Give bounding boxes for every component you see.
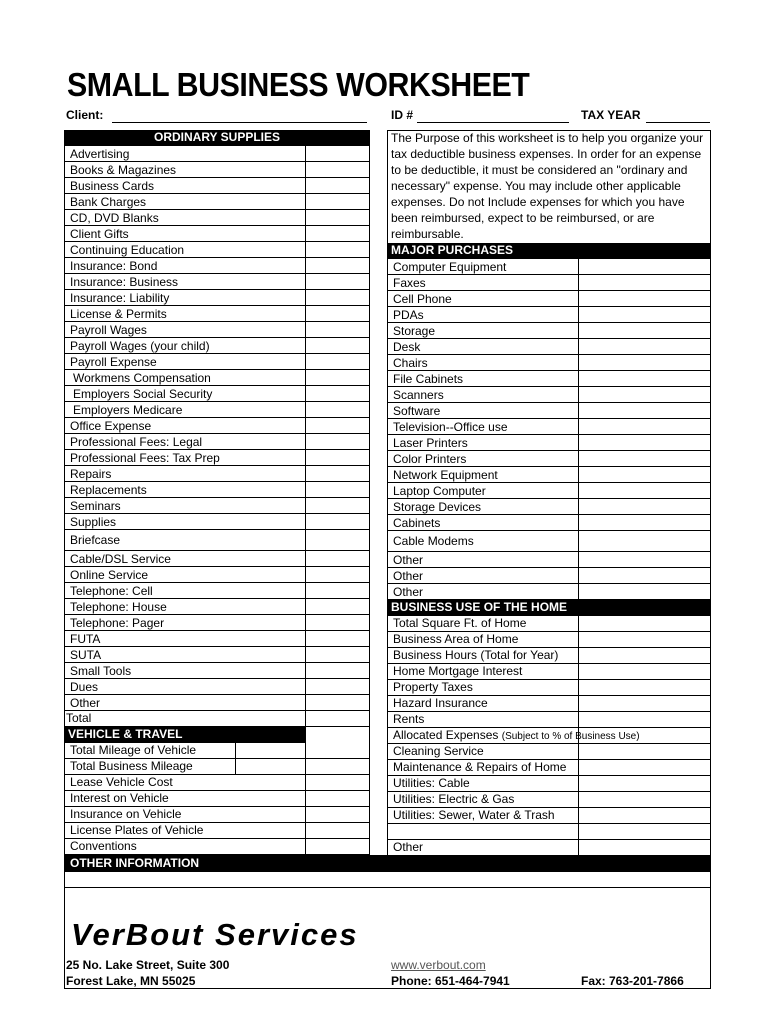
- business-home-row[interactable]: [388, 776, 710, 792]
- business-home-row[interactable]: [388, 760, 710, 776]
- item-label: Maintenance & Repairs of Home: [393, 760, 567, 774]
- fax-number: Fax: 763-201-7866: [581, 974, 684, 988]
- item-label: Employers Medicare: [73, 403, 183, 417]
- vehicle-travel-row[interactable]: [65, 759, 369, 775]
- item-label: Property Taxes: [393, 680, 473, 694]
- mileage-divider: [235, 743, 236, 758]
- item-label: Storage: [393, 324, 436, 338]
- item-label: Total Mileage of Vehicle: [70, 743, 197, 757]
- ordinary-supply-row[interactable]: [65, 402, 369, 418]
- ordinary-supply-row[interactable]: [65, 583, 369, 599]
- item-label: FUTA: [70, 632, 101, 646]
- item-label: Network Equipment: [393, 468, 498, 482]
- ordinary-supply-row[interactable]: [65, 615, 369, 631]
- item-label: Total Square Ft. of Home: [393, 616, 527, 630]
- item-label: Professional Fees: Legal: [70, 435, 203, 449]
- item-label: Storage Devices: [393, 500, 482, 514]
- item-label: Laptop Computer: [393, 484, 486, 498]
- vehicle-travel-row[interactable]: [65, 823, 369, 839]
- item-label: Computer Equipment: [393, 260, 507, 274]
- item-label: Lease Vehicle Cost: [70, 775, 173, 789]
- item-label: Total Business Mileage: [70, 759, 193, 773]
- major-purchase-row[interactable]: [388, 419, 710, 435]
- ordinary-supply-row[interactable]: [65, 631, 369, 647]
- item-label: Software: [393, 404, 441, 418]
- website-link[interactable]: www.verbout.com: [391, 958, 486, 972]
- item-label: Interest on Vehicle: [70, 791, 169, 805]
- major-purchase-row[interactable]: [388, 355, 710, 371]
- item-label: Briefcase: [70, 533, 121, 547]
- ordinary-supply-row[interactable]: [65, 370, 369, 386]
- item-label: Utilities: Cable: [393, 776, 470, 790]
- item-label: Bank Charges: [70, 195, 147, 209]
- business-home-row[interactable]: [388, 648, 710, 664]
- vehicle-travel-row[interactable]: [65, 743, 369, 759]
- ordinary-supply-row[interactable]: [65, 306, 369, 322]
- item-label: Rents: [393, 712, 425, 726]
- phone-number: Phone: 651-464-7941: [391, 974, 510, 988]
- item-label: Repairs: [70, 467, 112, 481]
- ordinary-supply-row[interactable]: [65, 258, 369, 274]
- item-label: Workmens Compensation: [73, 371, 211, 385]
- vehicle-travel-heading: VEHICLE & TRAVEL: [65, 727, 305, 743]
- address-line2: Forest Lake, MN 55025: [66, 974, 196, 988]
- major-purchase-row[interactable]: [388, 568, 710, 584]
- item-label: Office Expense: [70, 419, 152, 433]
- item-label: Business Area of Home: [393, 632, 519, 646]
- ordinary-supply-row[interactable]: [65, 663, 369, 679]
- ordinary-supply-row[interactable]: [65, 514, 369, 530]
- item-label: CD, DVD Blanks: [70, 211, 159, 225]
- major-purchases-heading: MAJOR PURCHASES: [388, 243, 710, 259]
- item-label: Other: [70, 696, 101, 710]
- item-label: Payroll Wages (your child): [70, 339, 210, 353]
- page-title: SMALL BUSINESS WORKSHEET: [67, 66, 530, 103]
- item-label: Faxes: [393, 276, 426, 290]
- address-line1: 25 No. Lake Street, Suite 300: [66, 958, 230, 972]
- business-home-row[interactable]: [388, 808, 710, 824]
- ordinary-supply-row[interactable]: [65, 194, 369, 210]
- ordinary-supply-row[interactable]: [65, 567, 369, 583]
- ordinary-supply-row[interactable]: [65, 162, 369, 178]
- ordinary-supply-row[interactable]: [65, 354, 369, 370]
- item-label: Total: [66, 711, 92, 725]
- major-purchase-row[interactable]: [388, 483, 710, 499]
- total-row[interactable]: [65, 711, 369, 727]
- major-purchase-row[interactable]: [388, 435, 710, 451]
- business-home-row[interactable]: [388, 744, 710, 760]
- business-home-row[interactable]: [388, 616, 710, 632]
- ordinary-supply-row[interactable]: [65, 178, 369, 194]
- item-label: Utilities: Sewer, Water & Trash: [393, 808, 555, 822]
- item-label: Payroll Expense: [70, 355, 157, 369]
- major-purchase-row[interactable]: [388, 584, 710, 600]
- ordinary-supply-row[interactable]: [65, 338, 369, 354]
- item-label: Employers Social Security: [73, 387, 213, 401]
- item-label: Insurance on Vehicle: [70, 807, 182, 821]
- item-label: Other: [393, 569, 424, 583]
- item-label: Hazard Insurance: [393, 696, 488, 710]
- item-label: Cable/DSL Service: [70, 552, 171, 566]
- ordinary-supply-row[interactable]: [65, 466, 369, 482]
- ordinary-supply-row[interactable]: [65, 418, 369, 434]
- item-label: Payroll Wages: [70, 323, 147, 337]
- ordinary-supply-row[interactable]: [65, 146, 369, 162]
- item-label: Business Cards: [70, 179, 155, 193]
- tax-year-field[interactable]: [646, 122, 710, 123]
- vehicle-travel-row[interactable]: [65, 775, 369, 791]
- mileage-divider: [235, 759, 236, 774]
- item-label: Supplies: [70, 515, 117, 529]
- item-label: Desk: [393, 340, 421, 354]
- ordinary-supply-row[interactable]: [65, 599, 369, 615]
- client-field[interactable]: [112, 122, 367, 123]
- item-label: Home Mortgage Interest: [393, 664, 523, 678]
- item-label: Cell Phone: [393, 292, 452, 306]
- item-label: Seminars: [70, 499, 121, 513]
- item-label: PDAs: [393, 308, 424, 322]
- major-purchase-row[interactable]: [388, 371, 710, 387]
- ordinary-supply-row[interactable]: [65, 647, 369, 663]
- allocated-expenses-row[interactable]: [388, 728, 710, 744]
- item-label: Telephone: Pager: [70, 616, 165, 630]
- item-label: File Cabinets: [393, 372, 464, 386]
- item-label: Telephone: Cell: [70, 584, 153, 598]
- ordinary-supply-row[interactable]: [65, 210, 369, 226]
- allocated-expenses-label: [393, 728, 640, 744]
- major-purchase-row[interactable]: [388, 467, 710, 483]
- ordinary-supply-row[interactable]: [65, 498, 369, 514]
- allocated-note: (Subject to % of Business Use): [501, 731, 640, 742]
- item-label: Laser Printers: [393, 436, 468, 450]
- item-label: Insurance: Bond: [70, 259, 158, 273]
- major-purchase-row[interactable]: [388, 499, 710, 515]
- major-purchase-row[interactable]: [388, 531, 710, 552]
- item-label: Business Hours (Total for Year): [393, 648, 559, 662]
- item-label: Cable Modems: [393, 534, 474, 548]
- business-home-row[interactable]: [388, 792, 710, 808]
- business-home-row[interactable]: [388, 840, 710, 856]
- ordinary-supply-row[interactable]: [65, 695, 369, 711]
- item-label: Advertising: [70, 147, 130, 161]
- item-label: Books & Magazines: [70, 163, 177, 177]
- ordinary-supply-row[interactable]: [65, 322, 369, 338]
- ordinary-supply-row[interactable]: [65, 434, 369, 450]
- major-purchase-row[interactable]: [388, 451, 710, 467]
- vehicle-travel-row[interactable]: [65, 839, 369, 855]
- major-purchase-row[interactable]: [388, 275, 710, 291]
- major-purchase-row[interactable]: [388, 307, 710, 323]
- allocated-label: Allocated Expenses: [393, 728, 502, 742]
- ordinary-supply-row[interactable]: [65, 226, 369, 242]
- item-label: Insurance: Business: [70, 275, 179, 289]
- amount-divider: [578, 259, 579, 858]
- major-purchase-row[interactable]: [388, 259, 710, 275]
- id-field[interactable]: [417, 122, 569, 123]
- item-label: Other: [393, 840, 424, 854]
- ordinary-supply-row[interactable]: [65, 274, 369, 290]
- other-information-heading: OTHER INFORMATION: [65, 856, 710, 872]
- item-label: Dues: [70, 680, 99, 694]
- purpose-text: The Purpose of this worksheet is to help you organize your tax deductible business expenses. In order for an expense to be deductible, it must be considered an "ordinary and necessary" expense. You may include other applicable expenses. Do not Include expenses for which you have been reimbursed, expect to be reimbursed, or are reimbursable.: [391, 131, 704, 241]
- other-information-line[interactable]: [65, 872, 710, 888]
- client-label: Client:: [66, 108, 104, 122]
- item-label: Cleaning Service: [393, 744, 484, 758]
- major-purchase-row[interactable]: [388, 291, 710, 307]
- major-purchase-row[interactable]: [388, 403, 710, 419]
- item-label: SUTA: [70, 648, 102, 662]
- ordinary-supply-row[interactable]: [65, 242, 369, 258]
- ordinary-supplies-heading: ORDINARY SUPPLIES: [65, 130, 369, 146]
- business-home-row[interactable]: [388, 824, 710, 840]
- business-home-row[interactable]: [388, 712, 710, 728]
- business-home-row[interactable]: [388, 632, 710, 648]
- item-label: Replacements: [70, 483, 147, 497]
- major-purchase-row[interactable]: [388, 552, 710, 568]
- business-home-row[interactable]: [388, 696, 710, 712]
- business-home-heading: BUSINESS USE OF THE HOME: [388, 600, 710, 616]
- item-label: Insurance: Liability: [70, 291, 170, 305]
- tax-year-label: TAX YEAR: [581, 108, 641, 122]
- major-purchase-row[interactable]: [388, 387, 710, 403]
- ordinary-supply-row[interactable]: [65, 450, 369, 466]
- item-label: Client Gifts: [70, 227, 129, 241]
- item-label: Other: [393, 553, 424, 567]
- left-column: [64, 130, 370, 859]
- ordinary-supply-row[interactable]: [65, 482, 369, 498]
- ordinary-supply-row[interactable]: [65, 551, 369, 567]
- business-home-row[interactable]: [388, 664, 710, 680]
- vehicle-travel-row[interactable]: [65, 791, 369, 807]
- id-label: ID #: [391, 108, 414, 122]
- item-label: Utilities: Electric & Gas: [393, 792, 515, 806]
- item-label: Television--Office use: [393, 420, 508, 434]
- ordinary-supply-row[interactable]: [65, 679, 369, 695]
- item-label: Color Printers: [393, 452, 467, 466]
- major-purchase-row[interactable]: [388, 339, 710, 355]
- ordinary-supply-row[interactable]: [65, 290, 369, 306]
- item-label: License Plates of Vehicle: [70, 823, 204, 837]
- item-label: Conventions: [70, 839, 137, 853]
- item-label: Scanners: [393, 388, 444, 402]
- item-label: Professional Fees: Tax Prep: [70, 451, 220, 465]
- company-logo: VerBout Services: [71, 917, 359, 952]
- item-label: Other: [393, 585, 424, 599]
- major-purchase-row[interactable]: [388, 323, 710, 339]
- business-home-row[interactable]: [388, 680, 710, 696]
- ordinary-supply-row[interactable]: [65, 530, 369, 551]
- item-label: Small Tools: [70, 664, 132, 678]
- vehicle-travel-row[interactable]: [65, 807, 369, 823]
- ordinary-supply-row[interactable]: [65, 386, 369, 402]
- item-label: Telephone: House: [70, 600, 167, 614]
- item-label: Cabinets: [393, 516, 441, 530]
- item-label: Chairs: [393, 356, 428, 370]
- major-purchase-row[interactable]: [388, 515, 710, 531]
- item-label: Continuing Education: [70, 243, 185, 257]
- item-label: Online Service: [70, 568, 149, 582]
- item-label: License & Permits: [70, 307, 167, 321]
